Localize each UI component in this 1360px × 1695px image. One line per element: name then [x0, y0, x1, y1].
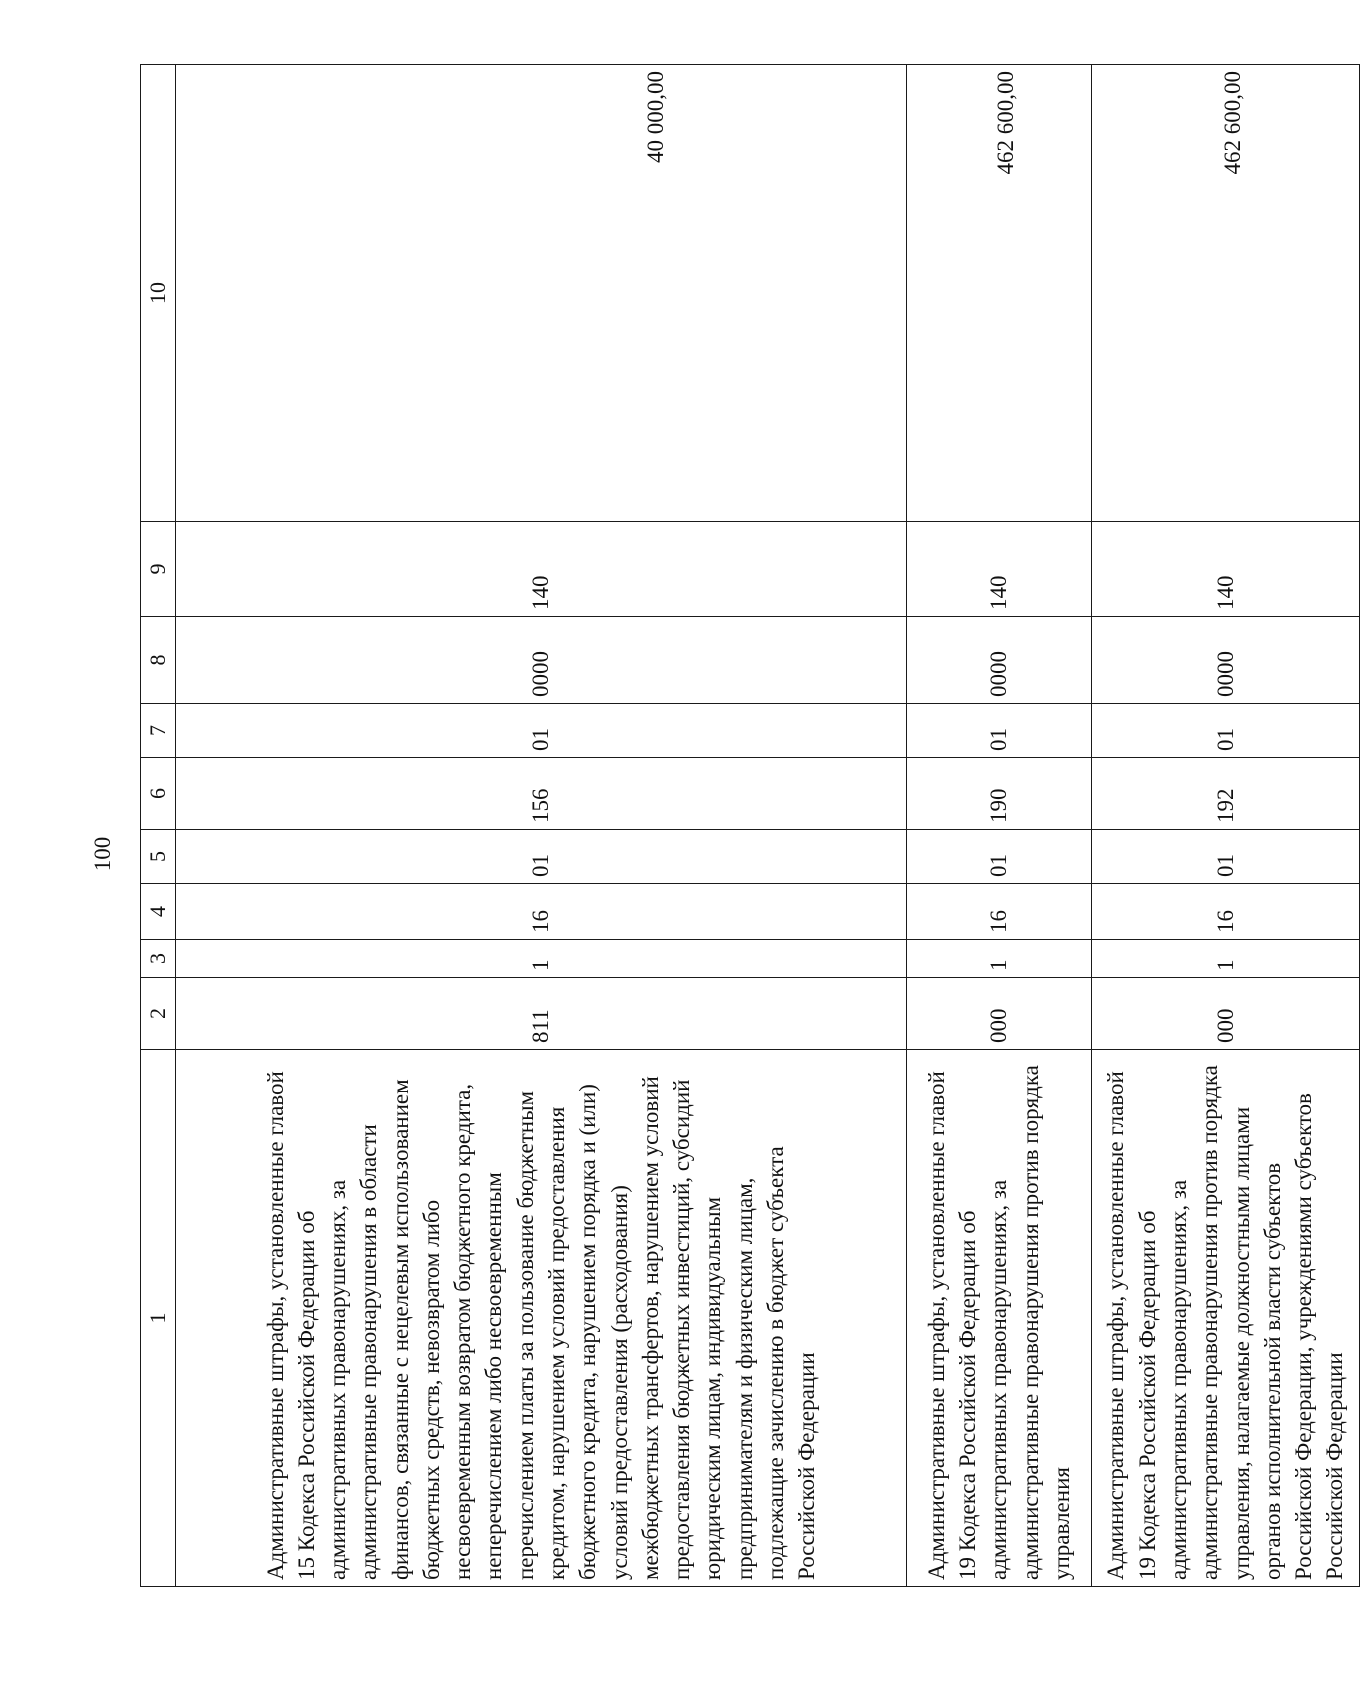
- econ-class-code: 140: [176, 522, 907, 617]
- program-code: 0000: [1092, 617, 1360, 704]
- header-cell-5: 5: [141, 830, 176, 884]
- header-cell-7: 7: [141, 704, 176, 758]
- rotated-table-stage: [140, 65, 1348, 1587]
- header-cell-2: 2: [141, 978, 176, 1050]
- subarticle-code: 190: [907, 758, 1092, 830]
- header-cell-10: 10: [141, 65, 176, 522]
- group-code: 1: [907, 940, 1092, 978]
- subgroup-code: 16: [176, 884, 907, 940]
- amount-value: 462 600,00: [907, 65, 1092, 522]
- row-description: Административные штрафы, установленные главой 19 Кодекса Российской Федерации об административных правонарушениях, за административные правонарушения против порядка управления: [907, 1050, 1092, 1587]
- group-code: 1: [176, 940, 907, 978]
- table-row: [1092, 65, 1360, 1587]
- header-cell-3: 3: [141, 940, 176, 978]
- element-code: 01: [176, 704, 907, 758]
- econ-class-code: 140: [907, 522, 1092, 617]
- amount-value: 40 000,00: [176, 65, 907, 522]
- subarticle-code: 156: [176, 758, 907, 830]
- row-description: Административные штрафы, установленные главой 19 Кодекса Российской Федерации об административных правонарушениях, за административные правонарушения против порядка управления, налагаемые должностными лицами органов исполнительной власти субъектов Российской Федерации, учреждениями субъектов Российской Федерации: [1092, 1050, 1360, 1587]
- amount-value: 462 600,00: [1092, 65, 1360, 522]
- article-code: 01: [176, 830, 907, 884]
- subarticle-code: 192: [1092, 758, 1360, 830]
- article-code: 01: [907, 830, 1092, 884]
- table-row: [907, 65, 1092, 1587]
- element-code: 01: [907, 704, 1092, 758]
- header-cell-9: 9: [141, 522, 176, 617]
- budget-revenue-table: [140, 64, 1360, 1587]
- admin-code: 000: [1092, 978, 1360, 1050]
- article-code: 01: [1092, 830, 1360, 884]
- program-code: 0000: [176, 617, 907, 704]
- admin-code: 811: [176, 978, 907, 1050]
- header-cell-8: 8: [141, 617, 176, 704]
- subgroup-code: 16: [907, 884, 1092, 940]
- row-description: Административные штрафы, установленные главой 15 Кодекса Российской Федерации об административных правонарушениях, за административные правонарушения в области финансов, связанные с нецелевым использованием бюджетных средств, невозвратом либо несвоевременным возвратом бюджетного кредита, неперечислением либо несвоевременным перечислением платы за пользование бюджетным кредитом, нарушением условий предоставления бюджетного кредита, нарушением порядка и (или) условий предоставления (расходования) межбюджетных трансфертов, нарушением условий предоставления бюджетных инвестиций, субсидий юридическим лицам, индивидуальным предпринимателям и физическим лицам, подлежащие зачислению в бюджет субъекта Российской Федерации: [176, 1050, 907, 1587]
- program-code: 0000: [907, 617, 1092, 704]
- subgroup-code: 16: [1092, 884, 1360, 940]
- header-cell-4: 4: [141, 884, 176, 940]
- page-number: 100: [90, 836, 115, 872]
- header-row: [141, 65, 176, 1587]
- econ-class-code: 140: [1092, 522, 1360, 617]
- table-row: [176, 65, 907, 1587]
- header-cell-6: 6: [141, 758, 176, 830]
- group-code: 1: [1092, 940, 1360, 978]
- element-code: 01: [1092, 704, 1360, 758]
- header-cell-1: 1: [141, 1050, 176, 1587]
- admin-code: 000: [907, 978, 1092, 1050]
